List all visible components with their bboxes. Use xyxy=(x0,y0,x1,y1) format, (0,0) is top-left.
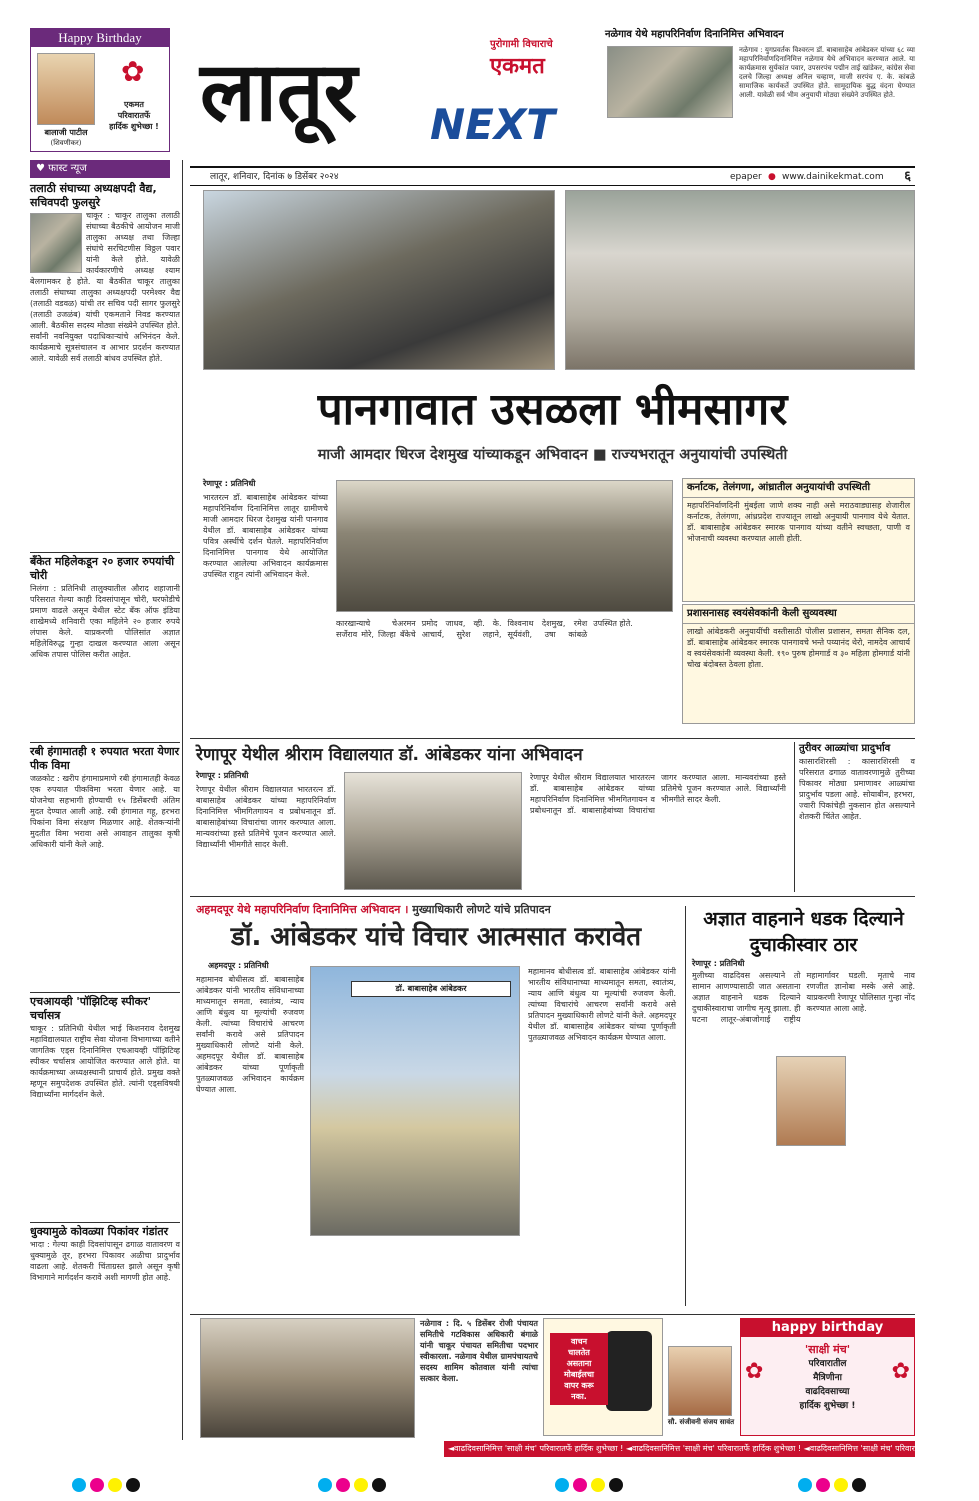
mid-article xyxy=(196,770,786,890)
ahmed-article xyxy=(196,960,676,1310)
ahmed-body-2: महामानव बोधीसत्व डॉ. बाबासाहेब आंबेडकर यांनी भारतीय संविधानाच्या माध्यमातून समता, स्वातंत्र्य, न्याय आणि बंधुत्व या मूल्यांची रुजवण केली. त्यांच्या विचारांचे आचरण सर्वांनी करावे असे प्रतिपादन मुख्याधिकारी लोणटे यांनी केले. अहमदपूर येथील डॉ. बाबासाहेब आंबेडकर यांच्या पूर्णाकृती पुतळ्याजवळ अभिवादन कार्यक्रम घेण्यात आला. xyxy=(528,967,676,1042)
left-article-4-body: चाकूर : प्रतिनिधी येथील भाई किशनराव देशमुख महाविद्यालयात राष्ट्रीय सेवा योजना विभागाच्या वतीने जागतिक एड्स दिनानिमित्त एचआयव्ही पॉझिटिव्ह स्पीकर चर्चासत्र आयोजित करण्यात आले होते. या कार्यक्रमाच्या अध्यक्षस्थानी प्राचार्य होते. प्रमुख वक्ते म्हणून समुपदेशक उपस्थित होते. त्यांनी एड्सविषयी विद्यार्थ्यांना मार्गदर्शन केले. xyxy=(30,1024,180,1099)
masthead-title: लातूर xyxy=(200,45,358,140)
side-box-2-body: लाखो आंबेडकरी अनुयायींची वस्तीसाठी पोलीस प्रशासन, समता सैनिक दल, डॉ. बाबासाहेब आंबेडकर स्मारक पानगावचे भन्ते पय्यानंद थेरो, नामदेव आचार्य व स्वयंसेवकांनी व्यवस्था केली. १९० पुरुष होमगार्ड व ३० महिला होमगार्ड यांनी चोख बंदोबस्त ठेवला होता. xyxy=(687,627,910,669)
flower-left-icon: ✿ xyxy=(745,1359,764,1384)
epaper-label: epaper xyxy=(730,172,762,182)
divider-bottom xyxy=(190,1314,915,1315)
cmyk-yellow-3 xyxy=(591,1478,605,1492)
ad-line5: वापर करू xyxy=(564,1381,594,1390)
ahmed-body: महामानव बोधीसत्व डॉ. बाबासाहेब आंबेडकर यांनी भारतीय संविधानाच्या माध्यमातून समता, स्वातंत्र्य, न्याय आणि बंधुत्व या मूल्यांची रुजवण केली. त्यांच्या विचारांचे आचरण सर्वांनी करावे असे प्रतिपादन मुख्याधिकारी लोणटे यांनी केले. अहमदपूर येथील डॉ. बाबासाहेब आंबेडकर यांच्या पूर्णाकृती पुतळ्याजवळ अभिवादन कार्यक्रम घेण्यात आला. xyxy=(196,975,304,1094)
cmyk-black xyxy=(126,1478,140,1492)
person-role: (शिवणीकर) xyxy=(50,139,82,147)
cmyk-cyan-2 xyxy=(318,1478,332,1492)
ad-line6: नका. xyxy=(571,1392,587,1401)
page-number: ६ xyxy=(904,169,911,184)
left-article-5 xyxy=(30,1222,180,1422)
bday2-line4: वाढदिवसाच्या xyxy=(805,1387,850,1397)
nalegaon-brief: नळेगाव : दि. ५ डिसेंबर रोजी पंचायत समितीचे गटविकास अधिकारी बंगाळे यांनी चाकूर पंचायत समितीचा पदभार स्वीकारला. नळेगाव येथील ग्रामपंचायतचे सदस्य शामिम कोतवाल यांनी त्यांचा सत्कार केला. xyxy=(420,1319,538,1383)
bday2-line3: मैत्रिणीना xyxy=(813,1373,842,1383)
left-article-3-head: रबी हंगामातही १ रुपयात भरता येणार पीक विमा xyxy=(30,745,180,772)
cmyk-cyan xyxy=(72,1478,86,1492)
main-subhead: माजी आमदार धिरज देशमुख यांच्याकडून अभिवादन ■ राज्यभरातून अनुयायांची उपस्थिती xyxy=(317,447,788,463)
footer-ticker: ◄वाढदिवसानिमित्त 'साक्षी मंच' परिवारातर्फे हार्दिक शुभेच्छा ! ◄वाढदिवसानिमित्त 'साक्षी मंच' परिवारातर्फे हार्दिक शुभेच्छा ! ◄वाढदिवसानिमित्त 'साक्षी मंच' परिवारातर्फे हार्दिक शुभेच्छा ! xyxy=(444,1441,915,1457)
ad-line4: मोबाईलचा xyxy=(564,1370,594,1379)
top-news xyxy=(605,28,915,158)
bday2-line5: हार्दिक शुभेच्छा ! xyxy=(799,1401,856,1411)
main-body: भारतरत्न डॉ. बाबासाहेब आंबेडकर यांच्या महापरिनिर्वाण दिनानिमित्त लातूर ग्रामीणचे माजी आमदार धिरज देशमुख यांनी पानगाव येथील डॉ. बाबासाहेब आंबेडकर यांच्या पवित्र अस्थींचे दर्शन घेतले. महापरिनिर्वाण दिनानिमित्त पानगाव येथे आयोजित करण्यात आलेल्या अभिवादन कार्यक्रमास उपस्थित राहून त्यांनी अभिवादन केले. xyxy=(203,493,328,579)
top-news-headline: नळेगाव येथे महापरिनिर्वाण दिनानिमित्त अभिवादन xyxy=(605,29,784,40)
cmyk-magenta-4 xyxy=(816,1478,830,1492)
cmyk-black-3 xyxy=(609,1478,623,1492)
side-box-2 xyxy=(682,604,915,724)
masthead-next: NEXT xyxy=(430,100,555,149)
divider-mid xyxy=(190,738,915,739)
left-article-3-body: जळकोट : खरीप हंगामाप्रमाणे रबी हंगामातही केवळ एक रुपयात पीकविमा भरता येणार आहे. या योजनेचा सहभागी होण्याची १५ डिसेंबरची अंतिम मुदत देण्यात आली आहे. रबी हंगामात गहू, हरभरा पिकांना विमा संरक्षण मिळणार आहे. शेतकऱ्यांनी मुदतीत विमा भरावा असे आवाहन तालुका कृषी अधिकारी यांनी केले आहे. xyxy=(30,774,180,849)
bday2-line2: परिवारातील xyxy=(808,1359,847,1369)
mid-headline: रेणापूर येथील श्रीराम विद्यालयात डॉ. आंबेडकर यांना अभिवादन xyxy=(196,745,583,765)
masthead-tagline: पुरोगामी विचाराचे xyxy=(490,39,553,50)
mid-photo xyxy=(344,772,522,890)
side-box-head: कर्नाटक, तेलंगणा, आंध्रातील अनुयायांची उपस्थिती xyxy=(683,479,914,498)
ad-line1: वाचन xyxy=(570,1337,588,1346)
cmyk-black-2 xyxy=(372,1478,386,1492)
cmyk-yellow-2 xyxy=(354,1478,368,1492)
main-dateline: रेणापूर : प्रतिनिधी xyxy=(203,479,256,488)
bottom-photo xyxy=(200,1318,415,1438)
ad-person-name: सौ. संजीवनी संजय सावंत xyxy=(667,1418,735,1426)
dateline-bar xyxy=(190,166,915,186)
top-photo-left xyxy=(203,190,555,370)
flower-icon: ✿ xyxy=(121,55,145,88)
left-article-1 xyxy=(30,182,180,552)
accident-body: मुलीच्या वाढदिवस असल्याने तो सामान आणण्यासाठी जात असताना अज्ञात वाहनाने धडक दिल्याने दुचाकीस्वाराचा जागीच मृत्यू झाला. ही घटना लातूर-अंबाजोगाई राष्ट्रीय महामार्गावर घडली. मृताचे नाव रणजीत ज्ञानोबा मस्के असे आहे. याप्रकरणी रेणापूर पोलिसात गुन्हा नोंद करण्यात आला आहे. xyxy=(692,971,915,1024)
wish-line1: एकमत xyxy=(124,100,144,109)
birthday-title: Happy Birthday xyxy=(31,29,169,47)
cmyk-magenta-2 xyxy=(336,1478,350,1492)
main-photo xyxy=(336,480,673,612)
turi-body: कासारशिरसी : कासारशिरसी व परिसरात ढगाळ वातावरणामुळे तुरीच्या पिकावर मोठ्या प्रमाणावर आळ्यांचा प्रादुर्भाव पडला आहे. सोयाबीन, हरभरा, ज्वारी पिकांचेही नुकसान होत असल्याने शेतकरी चिंतेत आहेत. xyxy=(799,757,915,821)
ad-person-photo xyxy=(668,1346,732,1416)
person-photo xyxy=(37,53,95,125)
dateline-text: लातूर, शनिवार, दिनांक ७ डिसेंबर २०२४ xyxy=(210,172,339,182)
cmyk-magenta-3 xyxy=(573,1478,587,1492)
ahmed-dateline: अहमदपूर : प्रतिनिधी xyxy=(208,961,269,970)
column-divider xyxy=(182,160,183,1440)
main-article xyxy=(203,478,673,728)
bday2-group: 'साक्षी मंच' xyxy=(804,1343,851,1356)
ahmed-strip xyxy=(196,900,676,920)
left-article-2 xyxy=(30,552,180,742)
cmyk-cyan-4 xyxy=(798,1478,812,1492)
cmyk-black-4 xyxy=(852,1478,866,1492)
ad-line3: असताना xyxy=(566,1359,592,1368)
side-box-2-head: प्रशासनासह स्वयंसेवकांनी केली सुव्यवस्था xyxy=(683,605,914,624)
website-url[interactable]: www.dainikekmat.com xyxy=(782,172,884,182)
left-article-2-head: बँकेत महिलेकडून २० हजार रुपयांची चोरी xyxy=(30,555,175,582)
side-box-body: महापरिनिर्वाणदिनी मुंबईला जाणे शक्य नाही असे मराठवाड्यासह शेजारील कर्नाटक, तेलंगणा, आंध्रप्रदेश राज्यातून लाखो अनुयायी पानगाव येथे येतात. डॉ. बाबासाहेब आंबेडकर स्मारक पानगाव यांच्या वतीने स्वच्छता, पाणी व भोजनाची व्यवस्था करण्यात आली होती. xyxy=(687,501,910,543)
accident-head: अज्ञात वाहनाने धडक दिल्याने दुचाकीस्वार ठार xyxy=(703,908,904,956)
left-column xyxy=(30,182,180,1432)
birthday-ad xyxy=(740,1318,915,1436)
top-news-photo xyxy=(607,46,733,118)
masthead xyxy=(190,28,600,158)
mid-body-2: रेणापूर येथील श्रीराम विद्यालयात भारतरत्न डॉ. बाबासाहेब आंबेडकर यांच्या महापरिनिर्वाण दिनानिमित्त भीमगितगायन व प्रबोधनातून डॉ. बाबासाहेबांच्या विचारांचा जागर करण्यात आला. मान्यवरांच्या हस्ते प्रतिमेचे पूजन करण्यात आले. विद्यार्थ्यांनी भीमगीते सादर केली. xyxy=(530,773,786,815)
left-article-2-body: निलंगा : प्रतिनिधी तालुक्यातील औराद शहाजानी परिसरात गेल्या काही दिवसांपासून चोरी, घरफोडीचे प्रमाण वाढले असून येथील स्टेट बँक ऑफ इंडिया शाखेमध्ये शनिवारी एका महिलेने २० हजार रुपये लंपास केले. याप्रकरणी पोलिसांत अज्ञात महिलेविरुद्ध गुन्हा दाखल करण्यात आला असून अधिक तपास पोलिस करीत आहेत. xyxy=(30,584,180,659)
left-article-5-head: धुक्यामुळे कोवळ्या पिकांवर गंडांतर xyxy=(30,1225,169,1238)
main-headline: पानगावात उसळला भीमसागर xyxy=(317,384,788,435)
left-article-4 xyxy=(30,992,180,1222)
ad-line2: चालतेत xyxy=(568,1348,590,1357)
ad-person-box xyxy=(666,1318,736,1436)
left-article-4-head: एचआयव्ही 'पॉझिटिव्ह स्पीकर' चर्चासत्र xyxy=(30,995,151,1022)
masthead-brand: एकमत xyxy=(490,54,545,79)
main-caption: कारखान्याचे चेअरमन सर्जेराव मोरे, जिल्हा बँकेचे प्रमोद जाधव, व्ही. के. आचार्य, सुरेश लहाने, विश्वनाथ देशमुख, रमेश सूर्यवंशी, उषा कांबळे उपस्थित होते. xyxy=(336,619,633,639)
wish-line2: परिवारातर्फे xyxy=(117,111,151,120)
phone-ad xyxy=(543,1318,663,1436)
fast-news-label: फास्ट न्यूज xyxy=(48,163,87,174)
left-article-1-photo xyxy=(30,213,82,273)
accident-article xyxy=(685,906,915,1306)
birthday-box xyxy=(30,28,170,152)
top-photo-right xyxy=(565,190,915,370)
cmyk-yellow-4 xyxy=(834,1478,848,1492)
wish-line3: हार्दिक शुभेच्छा ! xyxy=(109,122,159,131)
cmyk-cyan-3 xyxy=(555,1478,569,1492)
turi-head: तुरीवर आळ्यांचा प्रादुर्भाव xyxy=(799,743,891,754)
ahmed-photo xyxy=(310,966,520,1236)
side-box xyxy=(682,478,915,602)
flower-right-icon: ✿ xyxy=(891,1359,910,1384)
ahmed-strip-text-2: मुख्याधिकारी लोणटे यांचे प्रतिपादन xyxy=(412,903,551,916)
cmyk-magenta xyxy=(90,1478,104,1492)
fast-news-bar xyxy=(30,160,170,178)
accident-photo xyxy=(776,1056,846,1146)
ahmed-strip-text: अहमदपूर येथे महापरिनिर्वाण दिनानिमित्त अभिवादन । xyxy=(196,903,409,916)
left-article-1-body: चाकूर : चाकूर तालुका तलाठी संघाच्या बैठकीचे आयोजन माजी तालुका अध्यक्ष तथा जिल्हा संघांचे सरचिटणीस विठ्ठल पवार यांनी केले होते. यावेळी कार्यकारणीचे अध्यक्ष श्याम बेलगामकर हे होते. या बैठकीत चाकूर तालुका तलाठी संघाच्या तालुका अध्यक्षपदी परमेश्वर वैद्य (तलाठी वडवळ) यांची तर सचिव पदी सागर फुलसुरे (तलाठी उजळंब) यांची एकमताने निवड करण्यात आली. बैठकीस सदस्य मोठ्या संख्येने उपस्थित होते. सर्वांनी नवनियुक्त पदाधिकाऱ्यांचे अभिनंदन केले. कार्यक्रमाचे सूत्रसंचालन व आभार प्रदर्शन करण्यात आले. यावेळी सर्व तलाठी बांधव उपस्थित होते. xyxy=(30,211,180,363)
bday2-title: happy birthday xyxy=(741,1319,914,1337)
left-article-3 xyxy=(30,742,180,992)
cmyk-yellow xyxy=(108,1478,122,1492)
statue-sign: डॉ. बाबासाहेब आंबेडकर xyxy=(351,981,511,997)
accident-dateline: रेणापूर : प्रतिनिधी xyxy=(692,959,745,968)
mid-dateline: रेणापूर : प्रतिनिधी xyxy=(196,771,249,780)
ahmed-headline: डॉ. आंबेडकर यांचे विचार आत्मसात करावेत xyxy=(230,922,642,952)
fast-news-icon: ♥ xyxy=(36,163,49,174)
turi-article xyxy=(794,742,915,892)
top-news-body: नळेगाव : युगप्रवर्तक विश्वरत्न डॉ. बाबासाहेब आंबेडकर यांच्या ६८ व्या महापरिनिर्वाणदिनानिमित्त नळेगाव येथे अभिवादन करण्यात आले. या कार्यक्रमास सुर्यकांत पवार, उपसरपंच पद्मीन ताई खांडेकर, कांग्रेस सेवा दलचे जिल्हा अध्यक्ष अनिल चव्हाण, माजी सरपंच ए. के. कांबळे सामाजिक कार्यकर्ते उपस्थित होते. सामूदायिक बुद्ध वंदना घेण्यात आली. यावेळी सर्व भीम अनुयायी मोठ्या संख्येने उपस्थित होते. xyxy=(739,46,915,99)
left-article-1-head: तलाठी संघाच्या अध्यक्षपदी वैद्य, सचिवपदी फुलसुरे xyxy=(30,182,157,209)
mid-body: रेणापूर येथील श्रीराम विद्यालयात भारतरत्न डॉ. बाबासाहेब आंबेडकर यांच्या महापरिनिर्वाण दिनानिमित्त भीमगितगायन व प्रबोधनातून डॉ. बाबासाहेबांच्या विचारांचा जागर करण्यात आला. मान्यवरांच्या हस्ते प्रतिमेचे पूजन करण्यात आले. विद्यार्थ्यांनी भीमगीते सादर केली. xyxy=(196,785,336,849)
globe-icon: ● xyxy=(768,172,776,182)
phone-icon xyxy=(606,1331,652,1411)
left-article-5-body: भादा : गेल्या काही दिवसांपासून ढगाळ वातावरण व धुक्यामुळे तूर, हरभरा पिकावर अळीचा प्रादुर्भाव वाढला आहे. शेतकरी चिंताग्रस्त झाले असून कृषी विभागाने मार्गदर्शन करावे अशी मागणी होत आहे. xyxy=(30,1240,180,1282)
person-name: बालाजी पाटील xyxy=(44,128,88,137)
divider-ahmed xyxy=(190,896,915,897)
